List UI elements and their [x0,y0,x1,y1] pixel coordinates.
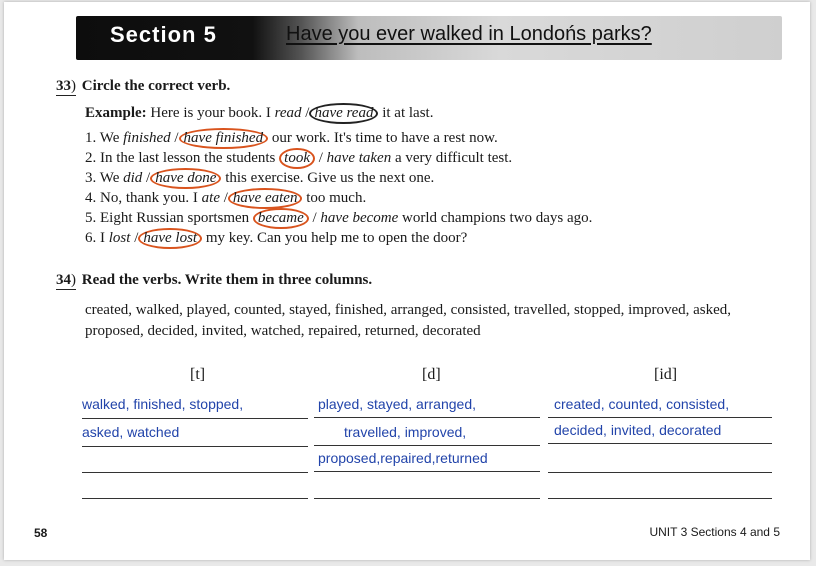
answer-line-t-3[interactable] [82,450,308,473]
unit-label: UNIT 3 Sections 4 and 5 [649,525,780,539]
column-head-id: [id] [654,366,678,383]
sentence-number: 6. [85,230,97,246]
answer-line-t-4[interactable] [82,476,308,499]
sentence-pre: Eight Russian sportsmen [100,210,250,226]
verb-option-2-circled: have eaten [228,188,303,209]
example-sentence [85,105,433,122]
sentence-5 [85,210,592,227]
verb-option-1: ate [201,190,220,206]
answer-line-id-2[interactable]: decided, invited, decorated [548,422,772,444]
sentence-post: my key. Can you help me to open the door? [205,230,468,246]
answer-line-d-4[interactable] [314,476,540,499]
sentence-number: 2. [85,150,97,166]
section-label: Section 5 [110,22,217,47]
exercise-33-instruction: Circle the correct verb. [81,78,231,94]
worksheet-page [4,2,810,560]
section-banner [76,16,782,60]
slash: / [308,210,317,226]
sentence-pre: We [99,170,120,186]
slash: / [301,105,310,121]
verb-option-2-circled: have finished [179,128,269,149]
exercise-34-number: 34 ) [56,272,76,290]
sentence-number: 3. [85,170,97,186]
column-head-t: [t] [190,366,206,383]
sentence-1 [85,130,498,147]
example-label: Example: [85,105,147,121]
verb-option-1-circled: became [253,208,309,229]
exercise-34-instruction: Read the verbs. Write them in three columns. [81,272,373,288]
example-option-1: read [274,105,302,121]
verb-option-1: lost [108,230,131,246]
sentence-2 [85,150,512,167]
answer-line-id-4[interactable] [548,476,772,499]
exercise-33-number: 33 ) [56,78,76,96]
sentence-post: a very difficult test. [394,150,513,166]
answer-line-d-3[interactable]: proposed,repaired,returned [314,450,540,472]
verb-option-2: have become [320,210,399,226]
answer-line-d-2[interactable]: travelled, improved, [314,424,540,446]
answer-line-id-3[interactable] [548,450,772,473]
slash: / [142,170,151,186]
sentence-number: 5. [85,210,97,226]
answer-line-d-1[interactable]: played, stayed, arranged, [314,396,540,418]
verb-option-2: have taken [326,150,392,166]
slash: / [219,190,228,206]
sentence-pre: We [99,130,120,146]
sentence-pre: In the last lesson the students [100,150,276,166]
sentence-4 [85,190,366,207]
verb-option-2-circled: have lost [138,228,202,249]
answer-line-id-1[interactable]: created, counted, consisted, [548,396,772,418]
verb-option-1: finished [123,130,171,146]
sentence-number: 1. [85,130,97,146]
sentence-post: too much. [306,190,367,206]
sentence-6 [85,230,467,247]
exercise-34-heading [56,272,372,290]
verb-option-1: did [123,170,143,186]
verb-list: created, walked, played, counted, stayed, finished, arranged, consisted, travelled, stopped, improved, asked, proposed, decided, invited, watched, repaired, returned, decorated [85,302,732,339]
example-post: it at last. [382,105,434,121]
slash: / [130,230,139,246]
section-title: Have you ever walked in Londońs parks? [286,23,652,45]
slash: / [170,130,179,146]
answer-line-t-2[interactable]: asked, watched [82,424,308,447]
sentence-post: our work. It's time to have a rest now. [271,130,498,146]
sentence-post: this exercise. Give us the next one. [225,170,435,186]
sentence-post: world champions two days ago. [402,210,593,226]
sentence-3 [85,170,434,187]
example-option-2-circled: have read [309,103,378,124]
verb-option-2-circled: have done [150,168,221,189]
slash: / [314,150,323,166]
column-head-d: [d] [422,366,441,383]
sentence-pre: I [100,230,105,246]
answer-line-t-1[interactable]: walked, finished, stopped, [82,396,308,419]
example-pre: Here is your book. I [150,105,271,121]
sentence-number: 4. [85,190,97,206]
sentence-pre: No, thank you. I [100,190,198,206]
exercise-33-heading [56,78,230,96]
page-number: 58 [34,526,48,540]
verb-option-1-circled: took [279,148,315,169]
